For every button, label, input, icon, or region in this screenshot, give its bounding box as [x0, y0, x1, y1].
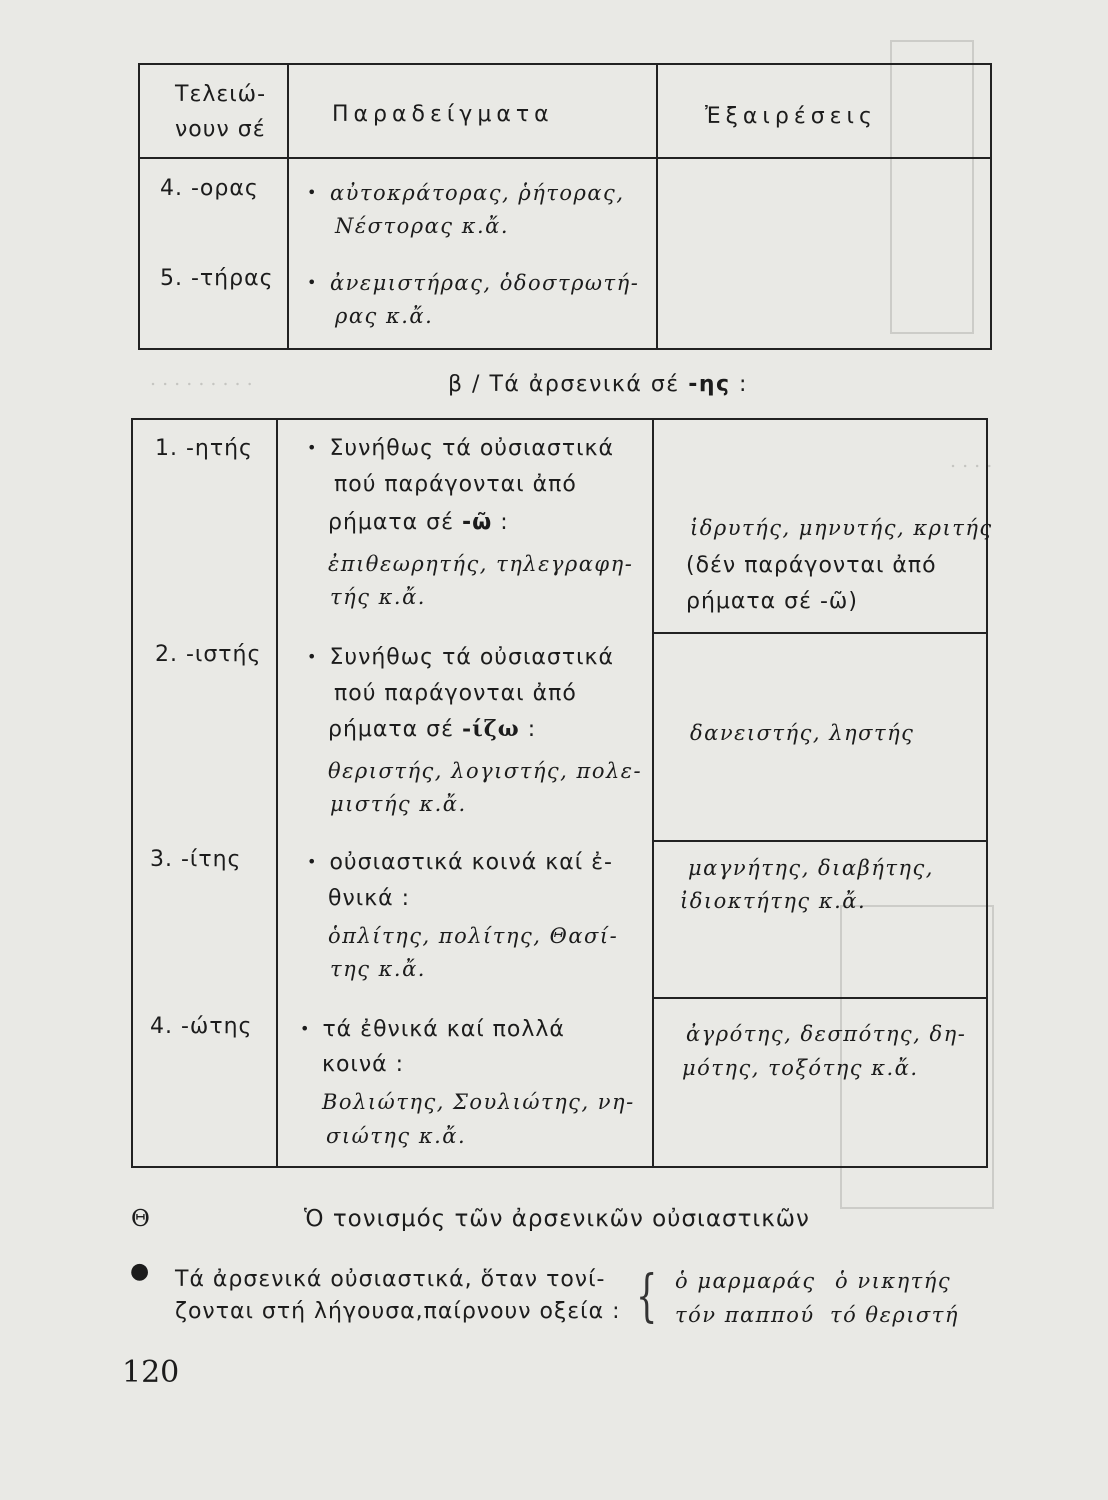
examples-otis-line1: Βολιώτης, Σουλιώτης, νη-	[322, 1090, 635, 1114]
row-examples-oras-line2: Νέστορας κ.ἄ.	[335, 214, 510, 238]
rule-istis-line1: • Συνήθως τά οὐσιαστικά	[307, 641, 614, 675]
exceptions-itis-note2: ρήματα σέ -ῶ)	[686, 589, 858, 614]
examples-istis-line2: μιστής κ.ἄ.	[330, 792, 467, 816]
rule-istis-text: ρήματα σέ	[328, 717, 454, 742]
page-number: 120	[122, 1355, 180, 1390]
table-b-exc-rule-1	[652, 632, 988, 634]
rule-istis-line2: πού παράγονται ἀπό	[334, 681, 577, 706]
section-b-prefix: β / Τά ἀρσενικά σέ	[448, 372, 680, 397]
rule-itis-text: ρήματα σέ	[328, 510, 454, 535]
exceptions-istis: δανειστής, ληστής	[690, 721, 915, 745]
section-theta-title: Ὁ τονισμός τῶν ἀρσενικῶν οὐσιαστικῶν	[304, 1206, 810, 1232]
rule-istis-line3	[328, 713, 536, 746]
exceptions-itis2-line2: ἰδιοκτήτης κ.ἄ.	[680, 889, 867, 913]
rule-istis-colon: :	[527, 717, 537, 742]
header-ending-line2: νουν σέ	[175, 117, 266, 142]
bullet-marker: ●	[130, 1259, 151, 1284]
row-ending-itis-2: 3. -ίτης	[150, 847, 242, 872]
row-ending-tiras: 5. -τήρας	[160, 266, 274, 291]
section-theta-marker: Θ	[131, 1206, 151, 1232]
rule-otis-line2: κοινά :	[322, 1052, 405, 1077]
brace-symbol: {	[636, 1264, 658, 1329]
row-examples-oras-line1: • αὐτοκράτορας, ῥήτορας,	[307, 177, 625, 211]
row-ending-istis: 2. -ιστής	[155, 642, 262, 667]
example-mamaras: ὁ μαρμαράς	[675, 1269, 816, 1293]
section-b-title	[448, 368, 748, 401]
example-nikitis: ὁ νικητής	[835, 1269, 952, 1293]
examples-itis-line1: ἐπιθεωρητής, τηλεγραφη-	[328, 552, 634, 576]
rule-itis2-line2: θνικά :	[328, 886, 411, 911]
exceptions-otis-line2: μότης, τοξότης κ.ἄ.	[682, 1056, 919, 1080]
section-b-suffix: -ης	[688, 372, 731, 397]
examples-istis-line1: θεριστής, λογιστής, πολε-	[328, 759, 643, 783]
examples-otis-line2: σιώτης κ.ἄ.	[326, 1124, 467, 1148]
exceptions-itis: ἱδρυτής, μηνυτής, κριτής	[690, 516, 993, 540]
exceptions-itis2-line1: μαγνήτης, διαβήτης,	[688, 856, 934, 880]
rule-istis-bold: -ίζω	[461, 716, 520, 742]
rule-itis-line2: πού παράγονται ἀπό	[334, 472, 577, 497]
table-b-divider-1	[276, 418, 278, 1168]
bullet-rule-line1: Τά ἀρσενικά οὐσιαστικά, ὅταν τονί-	[175, 1267, 606, 1292]
table-b-exc-rule-2	[652, 840, 988, 842]
section-b-colon: :	[739, 372, 748, 397]
exceptions-otis-line1: ἀγρότης, δεσπότης, δη-	[686, 1022, 967, 1046]
rule-itis2-line1: • οὐσιαστικά κοινά καί ἐ-	[307, 846, 613, 880]
table-b-divider-2	[652, 418, 654, 1168]
table-a-divider-1	[287, 63, 289, 350]
rule-itis-bold: -ῶ	[461, 510, 493, 535]
rule-itis-line1: • Συνήθως τά οὐσιαστικά	[307, 432, 614, 466]
bullet-rule-line2: ζονται στή λήγουσα,παίρνουν οξεία :	[175, 1299, 621, 1324]
example-theristi: τό θεριστή	[830, 1303, 959, 1327]
row-examples-tiras-line2: ρας κ.ἄ.	[335, 304, 434, 328]
row-ending-otis: 4. -ώτης	[150, 1014, 253, 1039]
header-exceptions: Ἐξαιρέσεις	[705, 104, 877, 129]
examples-itis2-line1: ὁπλίτης, πολίτης, Θασί-	[328, 924, 619, 948]
row-ending-oras: 4. -ορας	[160, 176, 259, 201]
header-examples: Παραδείγματα	[332, 102, 554, 127]
exceptions-itis-note1: (δέν παράγονται ἀπό	[686, 553, 937, 578]
rule-itis-colon: :	[500, 510, 509, 535]
header-ending-line1: Τελειώ-	[175, 82, 267, 107]
examples-itis2-line2: της κ.ἄ.	[330, 957, 426, 981]
bleed-through-text: . . . .	[950, 450, 993, 472]
table-b-exc-rule-3	[652, 997, 988, 999]
rule-itis-line3	[328, 506, 509, 539]
row-ending-itis: 1. -ητής	[155, 436, 253, 461]
examples-itis-line2: τής κ.ἄ.	[330, 585, 426, 609]
table-a-header-rule	[138, 157, 992, 159]
example-pappou: τόν παππού	[675, 1303, 815, 1327]
row-examples-tiras-line1: • ἀνεμιστήρας, ὁδοστρωτή-	[307, 267, 639, 301]
rule-otis-line1: • τά ἐθνικά καί πολλά	[300, 1013, 565, 1047]
bleed-through-text: . . . . . . . . .	[150, 368, 253, 390]
table-a-divider-2	[656, 63, 658, 350]
